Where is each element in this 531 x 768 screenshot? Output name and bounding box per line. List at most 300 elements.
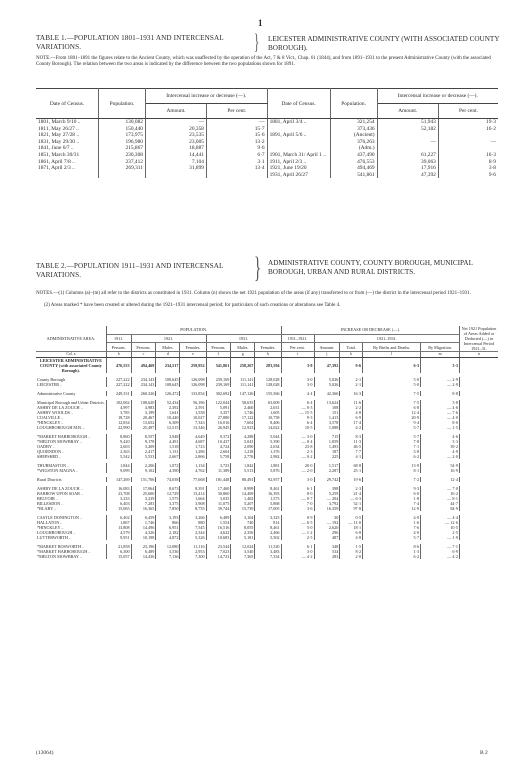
column-letter: k — [340, 352, 363, 358]
t2-value-cell: 16,365 — [131, 506, 156, 511]
t2-value-cell: — 4·4 — [421, 515, 460, 520]
t2-value-cell: 16,393 — [255, 491, 281, 496]
t2-value-cell: 5,026 — [314, 377, 340, 382]
t2-value-cell: 8·8 — [421, 391, 460, 396]
t2-value-cell: 5,758 — [206, 454, 231, 459]
table-row — [36, 126, 498, 133]
t2-value-cell: 3,164 — [231, 515, 255, 520]
t2-value-cell: 7,343 — [180, 420, 206, 425]
area-name: *MARKET HARBOROUGH .. — [36, 434, 106, 439]
t2-value-cell: 11·3 — [340, 439, 363, 444]
t2-value-cell: 133,854 — [180, 391, 206, 396]
t2-value-cell: 18·1 — [340, 525, 363, 530]
t2-value-cell: 7,334 — [255, 554, 281, 559]
t1-amount-header-2: Amount. — [377, 104, 438, 119]
t2-value-cell: — 4·6 — [421, 405, 460, 410]
table-row — [36, 159, 498, 166]
t2-value-cell: 6·4 — [281, 420, 314, 425]
t1-cell-pop: 269,311 — [99, 165, 146, 172]
t2-value-cell: 15,065 — [106, 506, 131, 511]
brace-glyph: } — [254, 29, 260, 54]
t2-value-cell: 4,983 — [131, 405, 156, 410]
t1-cell-date: 1821, May 27/28 .. — [36, 132, 99, 139]
t2-value-cell: 1,746 — [131, 520, 156, 525]
t2-value-cell: 2·2 — [340, 405, 363, 410]
t2-value-cell: 715 — [314, 434, 340, 439]
t2-females-1931: Females. — [255, 343, 281, 352]
t2-value-cell: 6·3 — [363, 358, 421, 374]
t2-value-cell: 1,134 — [180, 463, 206, 468]
area-name: QUORNDON .. — [36, 449, 106, 454]
table2-body — [36, 352, 498, 560]
column-letter: Col. a — [36, 352, 106, 358]
t2-value-cell: 3,375 — [156, 501, 180, 506]
t2-value-cell: 4·8 — [340, 535, 363, 540]
t2-value-cell: 8·0 — [281, 491, 314, 496]
t2-value-cell: 12,923 — [231, 425, 255, 430]
t2-value-cell: 21·4 — [340, 491, 363, 496]
t2-y1931: 1931. — [206, 334, 281, 343]
t2-value-cell: 4,724 — [206, 444, 231, 449]
t1-cell-pct: 16·3 — [486, 151, 496, 158]
t2-value-cell: 5,091 — [206, 405, 231, 410]
t2-value-cell: 126,098 — [180, 382, 206, 387]
t2-value-cell: 2,667 — [156, 454, 180, 459]
t1-cell-amt: 39,063 — [377, 159, 438, 166]
t2-value-cell: 14,496 — [131, 525, 156, 530]
t2-net-header: Net 1921 Population of Areas Added or Deducted (—) in Intercensal Period 1921–31. — [460, 326, 499, 352]
t2-value-cell: 1,072 — [156, 463, 180, 468]
t2-value-cell: 3,193 — [156, 515, 180, 520]
t2-value-cell: 1,286 — [180, 449, 206, 454]
area-name: BARROW UPON SOAR .. — [36, 491, 106, 496]
t2-value-cell: 20,467 — [131, 415, 156, 420]
area-name: *MARKET BOSWORTH .. — [36, 544, 106, 549]
page-number: 1 — [258, 18, 263, 28]
t2-value-cell: 12·4 — [363, 410, 421, 415]
table1-body — [36, 119, 498, 179]
t2-value-cell: — 4·2 — [281, 554, 314, 559]
t2-value-cell: 6·8 — [340, 530, 363, 535]
t2-value-cell: 111,141 — [231, 377, 255, 382]
t2-value-cell: 26,945 — [206, 425, 231, 430]
area-name: LEICESTER ADMINISTRATIVE COUNTY (with associated County Borough). — [36, 358, 106, 374]
t2-value-cell: 6,489 — [131, 549, 156, 554]
t2-value-cell: 5·7 — [363, 425, 421, 430]
t2-value-cell: 6,402 — [106, 515, 131, 520]
t1-percent-header: Per cent. — [207, 104, 268, 119]
column-letter: h — [255, 352, 281, 358]
t2-value-cell: 39·2 — [421, 444, 460, 449]
t1-cell-pct — [207, 172, 268, 179]
t2-value-cell: 7,850 — [156, 506, 180, 511]
t2-value-cell: 17,005 — [255, 506, 281, 511]
t2-value-cell: 8·3 — [340, 434, 363, 439]
area-name: BILLESDON .. — [36, 501, 106, 506]
t2-value-cell: 1,554 — [206, 520, 231, 525]
t2-value-cell: 2·5 — [281, 535, 314, 540]
t2-value-cell: 10·5 — [281, 425, 314, 430]
t1-cell-amt: 61,227 — [377, 152, 438, 159]
t2-value-cell: 4,997 — [106, 405, 131, 410]
t2-value-cell: 147,269 — [106, 477, 131, 482]
t2-value-cell: 181,448 — [206, 477, 231, 482]
area-name: BELVOIR .. — [36, 496, 106, 501]
t1-cell-pct: 9·6 — [207, 145, 268, 152]
t2-value-cell: — 7·0 — [421, 486, 460, 491]
t2-value-cell: 9,099 — [106, 468, 131, 473]
t2-value-cell: 283,594 — [255, 358, 281, 374]
t2-value-cell: 20·9 — [363, 415, 421, 420]
t2-value-cell: — 6·5 — [281, 520, 314, 525]
t1-pop-header: Population. — [99, 89, 146, 119]
t1-cell-pct: 15·6 — [207, 132, 268, 139]
t2-var-header: INCREASE OR DECREASE (—). — [281, 326, 459, 334]
t2-value-cell: 3,357 — [206, 410, 231, 415]
t2-value-cell: 7·6 — [363, 525, 421, 530]
t2-value-cell: 7·8 — [363, 439, 421, 444]
t1-cell-pop: 130,082 — [99, 119, 146, 126]
t2-value-cell: 5,868 — [255, 501, 281, 506]
t2-value-cell: 4,326 — [131, 530, 156, 535]
t1-pop-header-2: Population. — [330, 89, 377, 119]
t1-cell-pop: 541,861 — [330, 172, 377, 179]
t2-value-cell: 151,706 — [131, 477, 156, 482]
t2-value-cell: 18,728 — [106, 415, 131, 420]
t2-value-cell: — 7·6 — [421, 410, 460, 415]
column-letter: e — [180, 352, 206, 358]
t2-value-cell: 102,062 — [106, 400, 131, 405]
t2-value-cell: — 8·1 — [421, 496, 460, 501]
t2-value-cell: 30,860 — [206, 491, 231, 496]
t2-value-cell: 1,518 — [156, 444, 180, 449]
t2-value-cell: 9·3 — [363, 486, 421, 491]
t2-value-cell: 122,044 — [206, 400, 231, 405]
t2-value-cell: 4·4 — [281, 391, 314, 396]
t1-cell-pct: 3·1 — [207, 159, 268, 166]
t2-value-cell: 398 — [314, 486, 340, 491]
t2-total: Total. — [340, 343, 363, 352]
t2-value-cell: 3,908 — [180, 501, 206, 506]
t2-value-cell: — 1·9 — [421, 535, 460, 540]
t2-value-cell: 4·8 — [340, 410, 363, 415]
t1-cell-date: 1801, March 9/10 .. — [36, 119, 99, 126]
t2-value-cell: 4,491 — [156, 439, 180, 444]
t2-value-cell: 5,181 — [231, 535, 255, 540]
column-letter: n — [460, 352, 499, 358]
area-name: LUTTERWORTH .. — [36, 535, 106, 540]
t2-value-cell: 3·0 — [281, 377, 314, 382]
t2-value-cell: 21,858 — [106, 544, 131, 549]
t2-value-cell: 8,055 — [231, 525, 255, 530]
t2-value-cell: 108,645 — [156, 382, 180, 387]
t2-value-cell: 2,206 — [131, 463, 156, 468]
t2-value-cell: 42,366 — [314, 391, 340, 396]
area-name: THURMASTON .. — [36, 463, 106, 468]
footer-left: (13064) — [36, 750, 54, 756]
t2-p1911: 1911–1921. — [281, 334, 314, 343]
t2-value-cell: 52,434 — [156, 400, 180, 405]
t2-value-cell: 3,483 — [255, 549, 281, 554]
t2-value-cell: 3,792 — [314, 501, 340, 506]
t1-cell-amt: 23,535 — [146, 132, 207, 139]
t2-value-cell: 1·6 — [363, 520, 421, 525]
t2-value-cell: 30 — [314, 515, 340, 520]
t2-value-cell: — 0·4 — [281, 439, 314, 444]
t2-value-cell: — 0·7 — [281, 496, 314, 501]
t2-value-cell: 1,088 — [314, 425, 340, 430]
table-row — [36, 165, 498, 172]
t2-value-cell: 2,417 — [131, 449, 156, 454]
t2-value-cell: 39,744 — [206, 506, 231, 511]
t2-value-cell: 7,545 — [180, 525, 206, 530]
table-row — [36, 145, 498, 152]
footer-right: B 2 — [480, 750, 488, 756]
t2-value-cell: 1·5 — [340, 544, 363, 549]
t2-value-cell: 2,363 — [106, 449, 131, 454]
area-name: *MELTON MOWBRAY .. — [36, 439, 106, 444]
t2-value-cell: 3,233 — [106, 496, 131, 501]
t2-value-cell: — 7·1 — [421, 544, 460, 549]
t2-value-cell: 259,952 — [180, 358, 206, 374]
t2-value-cell: 880 — [180, 520, 206, 525]
t2-value-cell: 9,178 — [131, 439, 156, 444]
t2-value-cell: 19·6 — [340, 477, 363, 482]
area-name: HALLATON .. — [36, 520, 106, 525]
t2-value-cell: 4·9 — [363, 515, 421, 520]
t2-value-cell: 6,309 — [156, 420, 180, 425]
area-name: SHEPSHED .. — [36, 454, 106, 459]
t2-value-cell: 234,143 — [131, 377, 156, 382]
t2-value-cell: 4·1 — [340, 454, 363, 459]
t2-value-cell: 2,392 — [156, 405, 180, 410]
t2-value-cell: 5,513 — [231, 468, 255, 473]
t1-cell-date: 1811, May 26/27 .. — [36, 126, 99, 133]
t2-value-cell: 16·2 — [421, 491, 460, 496]
area-name: ASHBY DE LA ZOUCH .. — [36, 405, 106, 410]
t2-value-cell: 155,566 — [255, 391, 281, 396]
t2-persons-1921: Persons. — [131, 343, 156, 352]
t1-cell-pct: 13·4 — [207, 165, 268, 172]
t2-value-cell: 258,267 — [231, 358, 255, 374]
t2-value-cell: 8,461 — [255, 525, 281, 530]
t2-value-cell: 8,557 — [131, 434, 156, 439]
t1-cell-amt: 7,104 — [146, 159, 207, 166]
t2-value-cell: 68·8 — [340, 463, 363, 468]
t1-cell-pop: 230,308 — [99, 152, 146, 159]
t2-value-cell: 6·1 — [281, 486, 314, 491]
t2-value-cell: 814 — [255, 520, 281, 525]
table2 — [36, 326, 498, 559]
t2-value-cell: 7,023 — [206, 549, 231, 554]
t2-females-1921: Females. — [180, 343, 206, 352]
t2-value-cell: 8,391 — [180, 486, 206, 491]
t2-value-cell: 9,420 — [106, 439, 131, 444]
t2-value-cell: 16,359 — [314, 506, 340, 511]
t1-cell-amt: 52,182 — [377, 126, 438, 133]
t2-value-cell: 13,346 — [180, 425, 206, 430]
t2-value-cell: 5·7 — [363, 535, 421, 540]
t1-cell-pct: — — [490, 138, 496, 145]
t2-value-cell: 11,520 — [255, 544, 281, 549]
t2-value-cell: 2,466 — [255, 530, 281, 535]
t1-var-header: Intercensal increase or decrease (—). — [146, 89, 268, 104]
t2-value-cell: 23,544 — [206, 544, 231, 549]
t2-value-cell: 0·5 — [340, 515, 363, 520]
t2-value-cell: 3,536 — [156, 549, 180, 554]
t1-cell-pop: 437,490 — [330, 152, 377, 159]
t2-value-cell: 5,502 — [255, 535, 281, 540]
t2-value-cell: 260,326 — [131, 391, 156, 396]
t2-value-cell: 227,222 — [106, 382, 131, 387]
t2-value-cell: — 192 — [314, 520, 340, 525]
t1-cell-amt: 31,899 — [146, 165, 207, 172]
table-row — [36, 119, 498, 126]
t2-value-cell: 8·0 — [421, 420, 460, 425]
t2-p1921: 1921–1931. — [314, 334, 460, 343]
t2-value-cell: 108,620 — [131, 400, 156, 405]
t2-value-cell: 23·8 — [281, 444, 314, 449]
t2-pop-header: POPULATION. — [106, 326, 281, 334]
area-name: LEICESTER .. — [36, 382, 106, 387]
t2-value-cell: 4,762 — [180, 468, 206, 473]
t1-cell-pop: 321,254 — [330, 119, 377, 126]
t2-value-cell: 8,999 — [231, 486, 255, 491]
t2-value-cell: 8·2 — [340, 549, 363, 554]
t2-value-cell: 27,880 — [206, 415, 231, 420]
t2-value-cell: 77,668 — [180, 477, 206, 482]
t2-value-cell: — 204 — [314, 496, 340, 501]
t2-value-cell: 10,440 — [156, 415, 180, 420]
area-name: County Borough — [36, 377, 106, 382]
t2-value-cell: 1,413 — [314, 415, 340, 420]
t2-value-cell: 6,951 — [156, 525, 180, 530]
t2-value-cell: 22,990 — [106, 425, 131, 430]
t2-value-cell: 487 — [314, 535, 340, 540]
t2-y1921: 1921. — [131, 334, 206, 343]
column-letter: f — [206, 352, 231, 358]
t2-value-cell: 52·1 — [340, 501, 363, 506]
table1-note: NOTE.—From 1801–1891 the figures relate to the Ancient County, which was unaffected by the operation of the Act, 7 & 8 Vict., Chap. 61 (1844), and from 1891–1931 to the present Administrative County (with the associated County Borough). The relation between the two areas is indicated by the difference between the two populations shown for 1891. — [36, 56, 491, 68]
t2-value-cell: 2,591 — [180, 405, 206, 410]
t2-value-cell: 7·2 — [363, 477, 421, 482]
column-letter: j — [314, 352, 340, 358]
t2-value-cell: 296 — [314, 530, 340, 535]
t2-value-cell: 2·3 — [340, 486, 363, 491]
t2-males-1921: Males. — [156, 343, 180, 352]
t2-value-cell: 6·8 — [363, 405, 421, 410]
t2-births: By Births and Deaths. — [363, 343, 421, 352]
t2-value-cell: 88,491 — [231, 477, 255, 482]
t2-value-cell: 58,635 — [231, 400, 255, 405]
t2-value-cell: 2,620 — [314, 525, 340, 530]
t2-value-cell: 2,982 — [255, 454, 281, 459]
t2-value-cell: 4,579 — [106, 530, 131, 535]
table-row — [36, 139, 498, 146]
t2-value-cell: 17,122 — [231, 415, 255, 420]
t1-cell-amt: 23,005 — [146, 139, 207, 146]
t1-percent-header-2: Per cent. — [438, 104, 498, 119]
t1-cell-amt: 17,916 — [377, 165, 438, 172]
t1-cell-pop — [99, 172, 146, 179]
table1 — [36, 88, 498, 178]
t1-cell-pop: 476,553 — [330, 159, 377, 166]
t1-cell-amt — [377, 132, 438, 139]
t2-value-cell: 7·0 — [281, 501, 314, 506]
t2-value-cell: 1,881 — [255, 463, 281, 468]
t2-value-cell: 5·0 — [281, 525, 314, 530]
t2-value-cell: 4,687 — [180, 439, 206, 444]
t2-value-cell: 2,356 — [231, 530, 255, 535]
t2-value-cell — [460, 554, 499, 559]
t2-value-cell: 6·9 — [421, 549, 460, 554]
t2-value-cell: 16·3 — [340, 391, 363, 396]
t1-cell-date: 1831, May 29/30 .. — [36, 139, 99, 146]
t2-value-cell: 3·0 — [281, 382, 314, 387]
t1-cell-pop: 237,412 — [99, 159, 146, 166]
t2-value-cell: 866 — [156, 520, 180, 525]
t2-value-cell: 128,028 — [255, 382, 281, 387]
t2-value-cell: 14,022 — [255, 425, 281, 430]
t2-value-cell: 9·6 — [340, 358, 363, 374]
area-name: Rural Districts — [36, 477, 106, 482]
t2-value-cell: 12,515 — [156, 425, 180, 430]
t2-value-cell: 3·3 — [421, 439, 460, 444]
t1-cell-pct: 3·8 — [488, 165, 496, 172]
column-letter: b — [106, 352, 131, 358]
t1-cell-date: 1901, March 31/ April 1 .. — [267, 152, 330, 159]
area-name: *MELTON MOWBRAY .. — [36, 554, 106, 559]
t2-males-1931: Males. — [231, 343, 255, 352]
t1-cell-amt: 14,441 — [146, 152, 207, 159]
t1-cell-pct: 13·2 — [207, 139, 268, 146]
area-name: Administrative County — [36, 391, 106, 396]
t2-value-cell: 0·9 — [281, 515, 314, 520]
t2-value-cell: 44·7 — [421, 501, 460, 506]
t2-value-cell: 4·9 — [421, 449, 460, 454]
t1-cell-date: 1841, June 6/7 .. — [36, 145, 99, 152]
t2-value-cell: 108,645 — [156, 377, 180, 382]
t1-cell-amt: — — [146, 119, 207, 126]
t2-value-cell: 8,461 — [255, 486, 281, 491]
t2-value-cell: 7,604 — [231, 420, 255, 425]
table-row — [36, 172, 498, 179]
t2-value-cell: 3,785 — [106, 410, 131, 415]
t2-value-cell: 7·1 — [363, 444, 421, 449]
table1-title: TABLE 1.—POPULATION 1801–1931 AND INTERCENSAL VARIATIONS. — [36, 34, 224, 51]
t2-value-cell: 1,558 — [180, 410, 206, 415]
t2-value-cell: 9,102 — [131, 468, 156, 473]
t2-value-cell: 2,634 — [255, 444, 281, 449]
t1-cell-pop: 173,975 — [99, 132, 146, 139]
t2-value-cell: — 11·0 — [340, 520, 363, 525]
t2-value-cell: 283 — [314, 554, 340, 559]
t2-value-cell: 17,460 — [206, 486, 231, 491]
t1-cell-pct — [438, 145, 498, 152]
t2-value-cell: 1,723 — [180, 444, 206, 449]
t2-value-cell: 16·9 — [421, 468, 460, 473]
t2-value-cell: 13,808 — [106, 525, 131, 530]
t2-value-cell: 4·0 — [363, 530, 421, 535]
t2-value-cell: 2,631 — [255, 405, 281, 410]
t1-cell-date: 1851, March 30/31 — [36, 152, 99, 159]
t2-value-cell: 3,325 — [255, 515, 281, 520]
t2-value-cell: 7,300 — [180, 554, 206, 559]
t1-amount-header: Amount. — [146, 104, 207, 119]
brace-glyph-2: } — [254, 251, 262, 284]
table2-title: TABLE 2.—POPULATION 1911–1931 AND INTERCENSAL VARIATIONS. — [36, 262, 224, 279]
t2-value-cell: 239,169 — [206, 377, 231, 382]
